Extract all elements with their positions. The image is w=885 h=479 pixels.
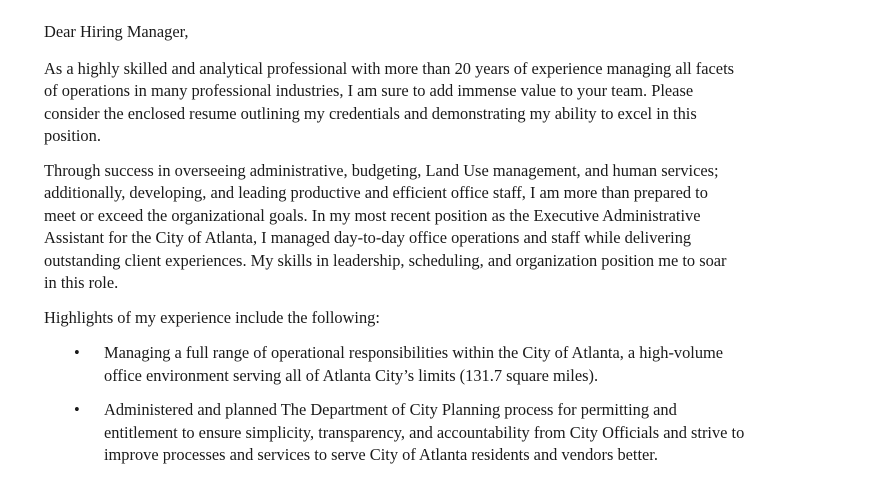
paragraph-experience	[44, 160, 844, 295]
highlights-intro: Highlights of my experience include the following:	[44, 307, 380, 327]
list-item-line: entitlement to ensure simplicity, transparency, and accountability from City Officials and strive to	[104, 422, 745, 442]
list-item	[44, 342, 844, 387]
paragraph-line: consider the enclosed resume outlining my credentials and demonstrating my ability to excel in this	[44, 103, 697, 123]
paragraph-line: Through success in overseeing administrative, budgeting, Land Use management, and human services;	[44, 160, 719, 180]
paragraph-intro	[44, 58, 844, 148]
highlights-list	[44, 342, 844, 467]
paragraph-line: Assistant for the City of Atlanta, I managed day-to-day office operations and staff while delivering	[44, 228, 692, 247]
paragraph-line: of operations in many professional industries, I am sure to add immense value to your team. Please	[44, 81, 694, 100]
paragraph-line: in this role.	[44, 273, 119, 292]
list-item-line: improve processes and services to serve City of Atlanta residents and vendors better.	[104, 445, 658, 464]
cover-letter	[44, 21, 844, 479]
list-item-line: Managing a full range of operational responsibilities within the City of Atlanta, a high-volume	[104, 343, 724, 362]
salutation: Dear Hiring Manager,	[44, 22, 189, 41]
list-item	[44, 399, 844, 467]
paragraph-line: position.	[44, 126, 101, 145]
paragraph-line: As a highly skilled and analytical professional with more than 20 years of experience managing all facets	[44, 58, 734, 78]
list-item-line: office environment serving all of Atlanta City’s limits (131.7 square miles).	[104, 365, 599, 385]
bullet-icon: •	[74, 343, 80, 362]
bullet-icon: •	[74, 400, 80, 419]
paragraph-line: additionally, developing, and leading productive and efficient office staff, I am more than prepared to	[44, 183, 708, 202]
paragraph-line: outstanding client experiences. My skills in leadership, scheduling, and organization position me to soar	[44, 250, 727, 270]
paragraph-line: meet or exceed the organizational goals. In my most recent position as the Executive Administrative	[44, 205, 701, 225]
list-item-line: Administered and planned The Department of City Planning process for permitting and	[104, 400, 677, 419]
